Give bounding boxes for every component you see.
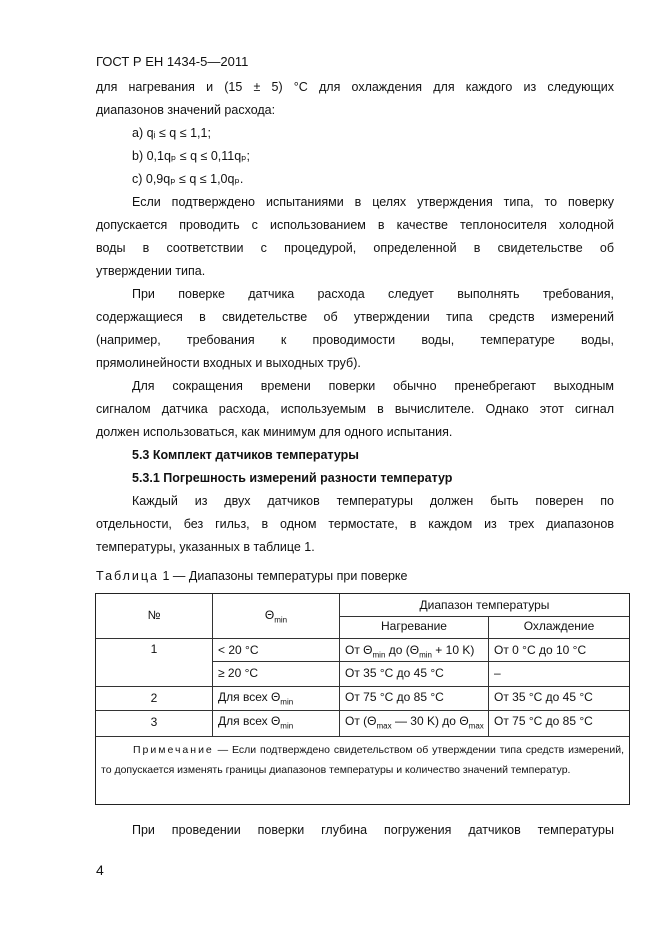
text-line: температуры, указанных в таблице 1. <box>96 540 315 554</box>
list-item: c) 0,9qₚ ≤ q ≤ 1,0qₚ. <box>132 172 244 186</box>
row-condition: Для всех $\Theta_{min}$ <box>218 714 294 731</box>
text-line: Если подтверждено испытаниями в целях утверждения типа, то поверку <box>132 195 614 209</box>
header-number: № <box>147 608 161 622</box>
row-cooling: От 35 °C до 45 °C <box>494 690 593 704</box>
header-theta-min: $\Theta_{min}$ <box>264 608 288 625</box>
section-title: 5.3 Комплект датчиков температуры <box>132 448 359 462</box>
row-heating: От 35 °C до 45 °C <box>345 666 444 680</box>
row-heating: От 75 °C до 85 °C <box>345 690 444 704</box>
text-line: Для сокращения времени поверки обычно пренебрегают выходным <box>132 379 614 393</box>
text-line: При проведении поверки глубина погружения датчиков температуры <box>132 823 614 837</box>
text-line: для нагревания и (15 ± 5) °С для охлаждения для каждого из следующих <box>96 80 614 94</box>
header-temperature-range: Диапазон температуры <box>419 598 550 612</box>
row-heating: От $\Theta_{min}$ до ($\Theta_{min} + 10$ K) <box>345 643 475 660</box>
row-number: 3 <box>150 715 158 729</box>
text-line: диапазонов значений расхода: <box>96 103 276 117</box>
page-number: 4 <box>96 862 104 878</box>
table-divider <box>96 686 629 687</box>
table-divider <box>96 638 629 639</box>
row-condition: < 20 °C <box>218 643 259 657</box>
table-divider <box>96 736 629 737</box>
subsection-title: 5.3.1 Погрешность измерений разности температур <box>132 471 453 485</box>
text-line: воды в соответствии с процедурой, определенной в свидетельстве об <box>96 241 614 255</box>
text-line: отдельности, без гильз, в одном термостате, в каждом из трех диапазонов <box>96 517 614 531</box>
list-item: b) 0,1qₚ ≤ q ≤ 0,11qₚ; <box>132 149 251 163</box>
document-header: ГОСТ Р ЕН 1434-5—2011 <box>96 54 249 69</box>
text-line: сигналом датчика расхода, используемым в вычислителе. Однако этот сигнал <box>96 402 614 416</box>
row-number: 2 <box>150 691 158 705</box>
text-line: (например, требования к проводимости воды, температуре воды, <box>96 333 614 347</box>
note-label: Примечание <box>133 744 214 756</box>
text-line: При поверке датчика расхода следует выполнять требования, <box>132 287 614 301</box>
text-line: допускается проводить с использованием в качестве теплоносителя холодной <box>96 218 614 232</box>
text-line: содержащиеся в свидетельстве об утверждении типа средств измерений <box>96 310 614 324</box>
table-divider <box>488 616 489 737</box>
note-text: — Если подтверждено свидетельством об утверждении типа средств измерений, то допускается изменять границы диапазонов температуры и количество значений температур. <box>101 744 624 776</box>
table-caption <box>96 569 408 583</box>
temperature-ranges-table <box>95 593 630 805</box>
caption-label: Таблица <box>96 569 160 583</box>
row-cooling: От 75 °C до 85 °C <box>494 714 593 728</box>
table-divider <box>339 616 629 617</box>
header-cooling: Охлаждение <box>523 619 595 633</box>
row-heating: От ($\Theta_{max}$ — 30 K) до $\Theta_{max}$ <box>345 714 484 731</box>
row-condition: ≥ 20 °C <box>218 666 259 680</box>
table-divider <box>96 710 629 711</box>
table-note <box>101 740 624 780</box>
text-line: должен использоваться, как минимум для одного испытания. <box>96 425 453 439</box>
text-line: утверждении типа. <box>96 264 206 278</box>
caption-text: 1 — Диапазоны температуры при поверке <box>159 569 408 583</box>
text-line: прямолинейности входных и выходных труб). <box>96 356 361 370</box>
header-heating: Нагревание <box>381 619 447 633</box>
list-item: a) qᵢ ≤ q ≤ 1,1; <box>132 126 211 140</box>
row-number: 1 <box>150 642 158 656</box>
row-cooling: От 0 °C до 10 °C <box>494 643 587 657</box>
row-cooling: – <box>494 666 501 680</box>
text-line: Каждый из двух датчиков температуры должен быть поверен по <box>132 494 614 508</box>
row-condition: Для всех $\Theta_{min}$ <box>218 690 294 707</box>
